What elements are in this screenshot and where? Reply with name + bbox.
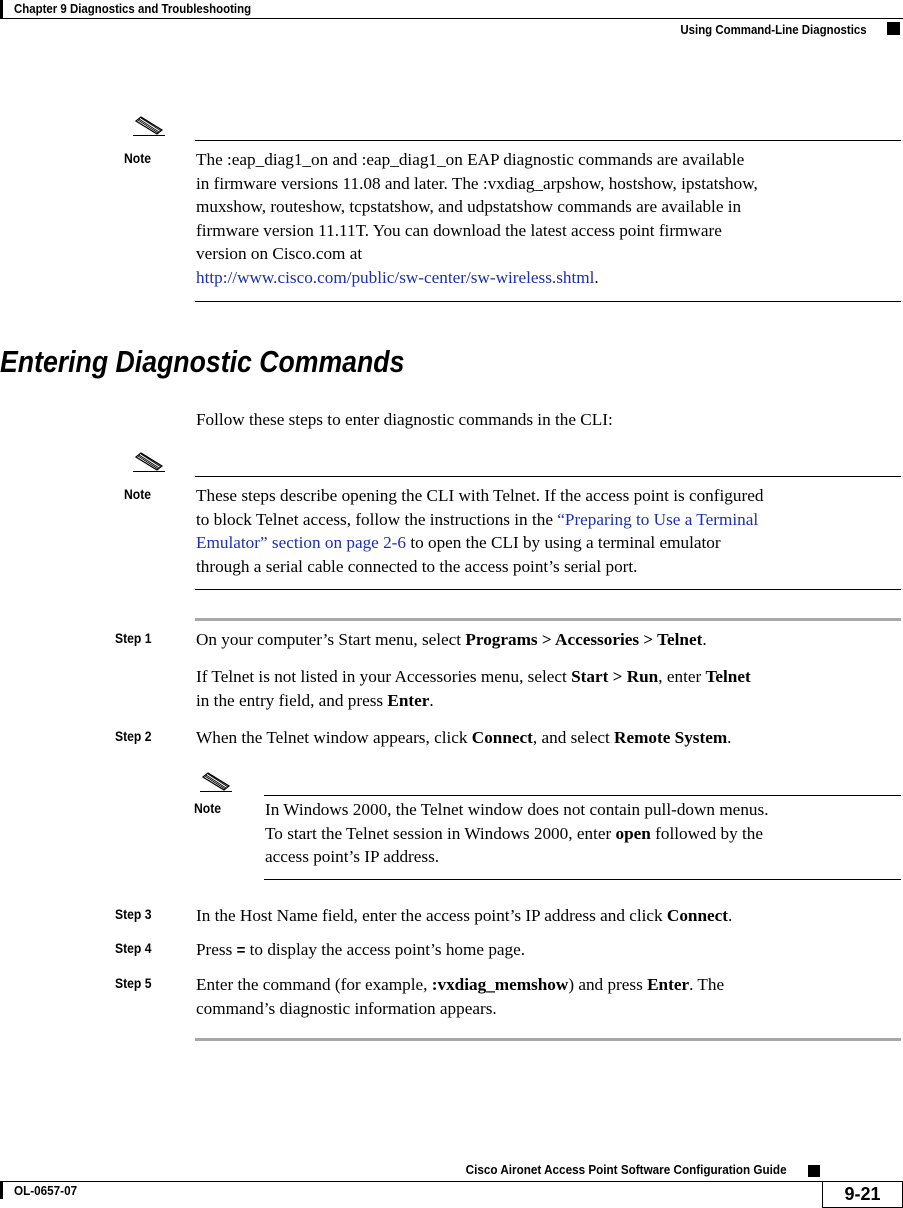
page-number: 9-21	[822, 1181, 903, 1208]
firmware-download-link[interactable]: http://www.cisco.com/public/sw-center/sw-wireless.shtml	[196, 267, 595, 287]
note1-line-2: in firmware versions 11.08 and later. The :vxdiag_arpshow, hostshow, ipstatshow,	[196, 173, 758, 193]
terminal-emulator-link[interactable]: “Preparing to Use a Terminal	[557, 509, 759, 529]
footer-title: Cisco Aironet Access Point Software Configuration Guide	[466, 1162, 787, 1177]
pencil-icon	[133, 452, 165, 472]
step3-text: In the Host Name field, enter the access point’s IP address and click Connect.	[196, 906, 733, 925]
note1-line-5: version on Cisco.com at	[196, 244, 363, 263]
footer-rule	[0, 1181, 903, 1182]
step4-text: Press = to display the access point’s home page.	[196, 940, 526, 959]
note1-line-4: firmware version 11.11T. You can download the latest access point firmware	[196, 220, 722, 240]
intro-text: Follow these steps to enter diagnostic commands in the CLI:	[196, 410, 613, 429]
note1-line-1: The :eap_diag1_on and :eap_diag1_on EAP diagnostic commands are available	[196, 150, 745, 169]
note1-bottom-rule	[195, 301, 901, 302]
step1-label: Step 1	[115, 631, 152, 646]
section-heading: Entering Diagnostic Commands	[0, 344, 405, 379]
footer-block	[808, 1165, 820, 1177]
step4-label: Step 4	[115, 941, 152, 956]
procedure-top-rule	[195, 618, 901, 621]
note3-body: In Windows 2000, the Telnet window does not contain pull-down menus. To start the Telnet session in Windows 2000, enter open followed by the access point’s IP address.	[265, 798, 901, 869]
terminal-emulator-link-cont[interactable]: Emulator” section on page 2-6	[196, 533, 407, 552]
step1-text: On your computer’s Start menu, select Programs > Accessories > Telnet.	[196, 630, 707, 649]
procedure-bottom-rule	[195, 1038, 901, 1041]
running-header-chapter: Chapter 9 Diagnostics and Troubleshooting	[14, 1, 252, 16]
note3-line-1: In Windows 2000, the Telnet window does not contain pull-down menus.	[265, 800, 769, 819]
note3-line-3: access point’s IP address.	[265, 847, 440, 866]
note2-bottom-rule	[195, 589, 901, 590]
note1-line-3: muxshow, routeshow, tcpstatshow, and udpstatshow commands are available in	[196, 197, 742, 216]
step5-text: Enter the command (for example, :vxdiag_memshow) and press Enter. The command’s diagnostic information appears.	[196, 973, 901, 1020]
note1-top-rule	[195, 140, 901, 141]
step3-label: Step 3	[115, 907, 152, 922]
note3-bottom-rule	[264, 879, 901, 880]
note1-body: The :eap_diag1_on and :eap_diag1_on EAP diagnostic commands are available in firmware versions 11.08 and later. The :vxdiag_arpshow, hostshow, ipstatshow, muxshow, routeshow, tcpstatshow, and udpstatshow commands are available in firmware version 11.11T. You can download the latest access point firmware version on Cisco.com at http://www.cisco.com/public/sw-center/sw-wireless.shtml.	[196, 148, 901, 289]
note1-label: Note	[124, 151, 151, 166]
header-left-bar	[0, 0, 3, 18]
note2-line-4: through a serial cable connected to the access point’s serial port.	[196, 556, 638, 576]
step5-label: Step 5	[115, 976, 152, 991]
note2-top-rule	[195, 476, 901, 477]
header-block	[887, 22, 900, 35]
step5-line-2: command’s diagnostic information appears.	[196, 998, 497, 1018]
footer-left-bar	[0, 1181, 3, 1199]
pencil-icon	[133, 116, 165, 136]
note2-line-1: These steps describe opening the CLI with Telnet. If the access point is configured	[196, 486, 764, 505]
footer-doc-number: OL-0657-07	[14, 1183, 78, 1198]
step2-label: Step 2	[115, 729, 152, 744]
pencil-icon	[200, 772, 232, 792]
step2-text: When the Telnet window appears, click Connect, and select Remote System.	[196, 728, 732, 747]
header-rule	[0, 18, 903, 19]
note3-top-rule	[264, 795, 901, 796]
running-header-section: Using Command-Line Diagnostics	[680, 22, 867, 37]
note3-label: Note	[194, 801, 221, 816]
note2-body: These steps describe opening the CLI with Telnet. If the access point is configured to block Telnet access, follow the instructions in the “Preparing to Use a Terminal Emulator” section on page 2-6 to open the CLI by using a terminal emulator through a serial cable connected to the access point’s serial port.	[196, 484, 901, 578]
note2-label: Note	[124, 487, 151, 502]
step1-subtext: If Telnet is not listed in your Accessories menu, select Start > Run, enter Telnet in the entry field, and press Enter.	[196, 667, 751, 710]
